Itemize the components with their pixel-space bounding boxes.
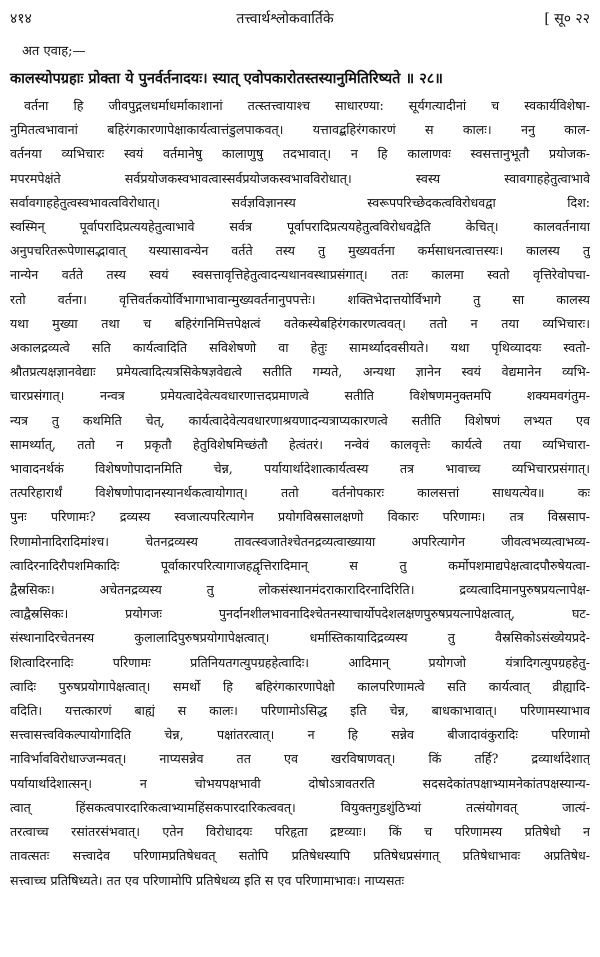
commentary-line: नुमितत्वभावानां बहिरंगकारणापेक्षाकार्यत्वात्तंडुलपाकवत्। यत्तावद्बहिरंगकारणं स कालः। ननु काल- [10, 122, 590, 138]
commentary-line: त्वादिः पुरुषप्रयोगापेक्षत्वात्। समर्थो हि बहिरंगकारणापेक्षो कालपरिणामत्वे सति कार्यत्वात् व्रीह्यादि- [10, 678, 590, 694]
commentary-text [10, 94, 590, 893]
commentary-line: श्रौतप्रत्यक्षज्ञानवेद्याः प्रमेयत्वादित्यत्रसिकेषज्ञवेद्यत्वे सतीति गम्यते, अन्यथा ज्ञानेन स्वयं वेद्यमानेन व्यभि- [10, 364, 590, 380]
commentary-line: पुनः परिणामः? द्रव्यस्य स्वजात्यपरित्यागेन प्रयोगविस्रसालक्षणो विकारः परिणामः। तत्र विस्रसाप- [10, 509, 590, 525]
page-number: ४१४ [10, 11, 32, 27]
commentary-line: सामर्थ्यात्, ततो न प्रकृतौ हेतुविशेषमिच्छंतौ हेत्वंतरं। नन्वेवं कालवृत्तेः कार्यत्वे तया व्यभिचारा- [10, 436, 590, 452]
book-title: तत्त्वार्थश्लोकवार्तिके [236, 11, 334, 27]
commentary-line: पर्यायार्थादेशात्सन्। न चोभयपक्षभावी दोषोऽत्रावतरति सदसदेकांतपक्षाभ्यामनेकांतपक्षस्यान्य- [10, 775, 590, 791]
commentary-line: संस्थानादिरचेतनस्य कुलालादिपुरुषप्रयोगापेक्षत्वात्। धर्मास्तिकायादिद्रव्यस्य तु वैस्रसिकोऽसंख्येयप्रदे- [10, 630, 590, 646]
commentary-line: त्वादिरनादिरौपशमिकादिः पूर्वाकारपरित्यागाजहद्वृत्तिरादिमान् स तु कर्मोपशमाद्यपेक्षत्वादपौरुषेयत्वा- [10, 557, 590, 573]
commentary-line: भावादनर्थकं विशेषणोपादानमिति चेन्न, पर्यायार्थादेशात्कार्यत्वस्य तत्र भावाच्च व्यभिचारप्रसंगात्। [10, 461, 590, 477]
commentary-line: वर्तनया व्यभिचारः स्वयं वर्तमानेषु कालाणुषु तदभावात्। न हि कालाणवः स्वसत्तानुभूतौ प्रयोजक- [10, 146, 590, 162]
commentary-line: मपरमपेक्षंते सर्वप्रयोजकस्वभावत्वास्सर्वप्रयोजकस्वभावविरोधात्। स्वस्य स्वावगाहहेतुत्वाभावे [10, 170, 590, 186]
commentary-line: नाविर्भावविरोधाज्जन्मवत्। नाप्यसन्नेव तत एव खरविषाणवत्। किं तर्हि? द्रव्यार्थादेशात् [10, 751, 590, 767]
commentary-line: सर्वावगाहहेतुत्वस्वभावत्वविरोधात्। सर्वज्ञविज्ञानस्य स्वरूपपरिच्छेदकत्वविरोधवद्वा दिश: [10, 194, 590, 210]
commentary-line: त्वात् हिंसकत्वपारदारिकत्वाभ्यामहिंसकपारदारिकत्ववत्। वियुक्तगुडशुंठिभ्यां तत्संयोगवत् जात्यं- [10, 799, 590, 815]
commentary-line: स्वस्मिन् पूर्वापरादिप्रत्ययहेतुत्वाभावे सर्वत्र पूर्वापरादिप्रत्ययहेतुत्वविरोधवद्वेति केचित्। कालवर्तनाया [10, 219, 590, 235]
commentary-line: सत्त्वासत्त्वविकल्पायोगादिति चेन्न, पक्षांतरत्वात्। न हि सन्नेव बीजादावंकुरादिः परिणामो [10, 727, 590, 743]
commentary-line: रिणामोनादिरादिमांश्च। चेतनद्रव्यस्य तावत्स्वजातेश्चेतनद्रव्यत्वाख्याया अपरित्यागेन जीवत्वभव्यत्वाभव्य- [10, 533, 590, 549]
commentary-line: तत्परिहारार्थं विशेषणोपादानस्यानर्थकत्वायोगात्। ततो वर्तनोपकारः कालसत्तां साधयत्येव॥ कः [10, 485, 590, 501]
commentary-line: वदिति। यत्तत्कारणं बाह्यं स कालः। परिणामोऽसिद्ध इति चेन्न, बाधकाभावात्। परिणामस्याभाव [10, 703, 590, 719]
running-header [10, 6, 590, 32]
commentary-line: अनुपचरितरूपेणासद्भावात् यस्यासावन्येन वर्तते तस्य तु मुख्यवर्तना कर्मसाधनत्वात्तस्यः। कालस्य तु [10, 243, 590, 259]
verse-karika: कालस्योपग्रहाः प्रोक्ता ये पुनर्वर्तनादयः। स्यात् एवोपकारोतस्तस्यानुमितिरिष्यते ॥ २८॥ [10, 70, 443, 87]
intro-line: अत एवाह;— [22, 44, 86, 59]
commentary-line: सत्त्वाच्च प्रतिषिध्यते। तत एव परिणामोपि प्रतिषेधव्य इति स एव परिणामाभावः। नाप्यसतः [10, 872, 405, 888]
commentary-line: त्वाद्वैस्रसिकः। प्रयोगजः पुनर्दानशीलभावनादिश्चेतनस्याचार्योपदेशलक्षणपुरुषप्रयत्नापेक्षत्वात्, घट- [10, 606, 590, 622]
commentary-line: वर्तना हि जीवपुद्गलधर्माधर्माकाशानां तत्स्तत्त्वायाश्च साधारण्या: सूर्यगत्यादीनां च स्वकार्यविशेषा- [24, 98, 590, 113]
commentary-line: नान्येन वर्तते तस्य स्वयं स्वसत्तावृत्तिहेतुत्वादन्यथानवस्थाप्रसंगात्। ततः कालमा स्वतो वृत्तिरेवोपचा- [10, 267, 590, 283]
commentary-line: द्वैस्रसिकः। अचेतनद्रव्यस्य तु लोकसंस्थानमंदराकारादिरनादिरिति। द्रव्यत्वादिमानपुरुषप्रयत्नापेक्ष- [10, 582, 590, 598]
commentary-line: यथा मुख्या तथा च बहिरंगनिमित्तपेक्षत्वं वतेकस्येबहिरंगकारणत्ववत्। ततो न तया व्यभिचारः। [10, 315, 590, 331]
commentary-line: तरत्वाच्च रसांतरसंभवात्। एतेन विरोधादयः परिहृता द्रष्टव्याः। किं च परिणामस्य प्रतिषेधो न [10, 824, 590, 840]
commentary-line: चारप्रसंगात्। नन्वत्र प्रमेयत्वादेवेत्यवधारणात्तदप्रमाणत्वे सतीति विशेषणमनुक्तमपि शक्यमवगंतुम- [10, 388, 590, 404]
commentary-line: अकालद्रव्यत्वे सति कार्यत्वादिति सविशेषणो वा हेतुः सामर्थ्यादवसीयते। यथा पृथिव्यादयः स्वतो- [10, 340, 590, 356]
commentary-line: रतो वर्तना। वृत्तिवर्तकयोर्विभागाभावान्मुख्यवर्तनानुपपत्तेः। शक्तिभेदात्तयोर्विभागे तु सा कालस्य [10, 291, 590, 307]
commentary-line: तावत्सतः सत्त्वादेव परिणामप्रतिषेधवत् सतोपि प्रतिषेधस्यापि प्रतिषेधप्रसंगात् प्रतिषेधाभावः अप्रतिषेध- [10, 848, 590, 864]
commentary-line: न्यत्र तु कथमिति चेत्, कार्यत्वादेवेत्यवधारणाश्रयणादन्यत्राप्यकारणत्वे सतीति विशेषणं लभ्यत एव [10, 412, 590, 428]
sutra-reference: [ सू० २२ [544, 11, 590, 27]
commentary-line: शित्वादिरनादिः परिणामः प्रतिनियतगत्युपग्रहहेत्वादिः। आदिमान् प्रयोगजो यंत्रादिगत्युपग्रहहेतु- [10, 654, 590, 670]
